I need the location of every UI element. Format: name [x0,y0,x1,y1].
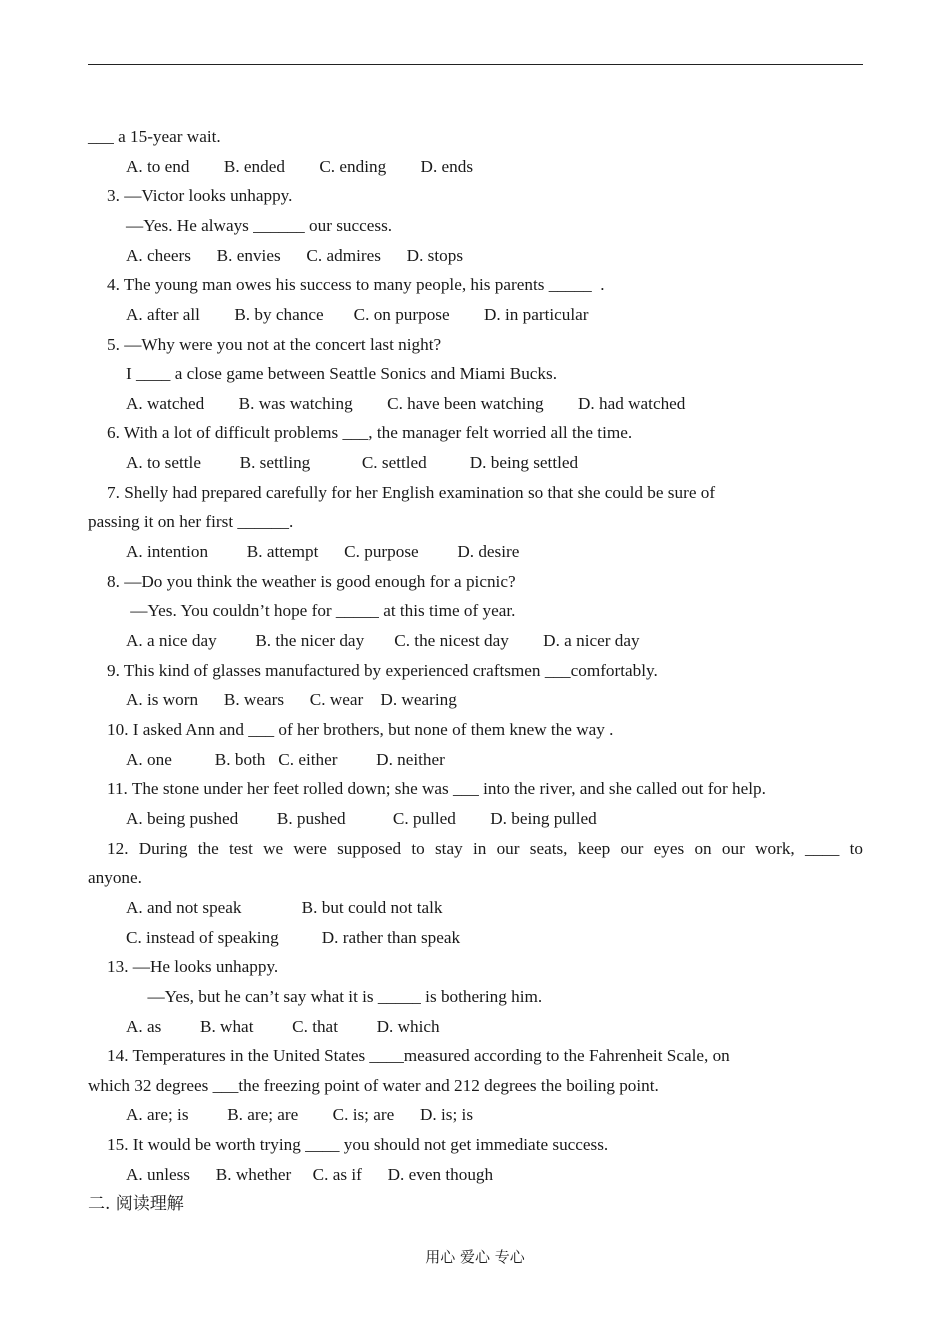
question-15-stem: 15. It would be worth trying ____ you should not get immediate success. [107,1135,609,1154]
question-8-options: A. a nice day B. the nicer day C. the nicest day D. a nicer day [126,631,640,650]
question-12-options-ab: A. and not speak B. but could not talk [126,898,443,917]
page-footer: 用心 爱心 专心 [425,1248,525,1266]
header-rule [88,64,863,65]
question-4-stem: 4. The young man owes his success to many people, his parents _____ . [107,275,605,294]
question-5-reply: I ____ a close game between Seattle Sonics and Miami Bucks. [126,364,558,383]
question-6-options: A. to settle B. settling C. settled D. being settled [126,453,579,472]
question-5-options: A. watched B. was watching C. have been watching D. had watched [126,394,686,413]
question-8-reply: —Yes. You couldn’t hope for _____ at this time of year. [126,601,516,620]
question-2-continuation: ___ a 15-year wait. [88,127,221,146]
question-13-options: A. as B. what C. that D. which [126,1017,440,1036]
question-13-reply: —Yes, but he can’t say what it is _____ is bothering him. [126,987,543,1006]
question-11-stem: 11. The stone under her feet rolled down; she was ___ into the river, and she called out for help. [107,779,766,798]
question-11-options: A. being pushed B. pushed C. pulled D. being pulled [126,809,597,828]
question-7-stem: 7. Shelly had prepared carefully for her English examination so that she could be sure of [107,483,716,502]
question-3-options: A. cheers B. envies C. admires D. stops [126,246,464,265]
question-6-stem: 6. With a lot of difficult problems ___, the manager felt worried all the time. [107,423,633,442]
section-heading-reading: 二. 阅读理解 [88,1194,184,1214]
question-13-stem: 13. —He looks unhappy. [107,957,279,976]
question-10-stem: 10. I asked Ann and ___ of her brothers, but none of them knew the way . [107,720,614,739]
question-9-stem: 9. This kind of glasses manufactured by experienced craftsmen ___comfortably. [107,661,658,680]
question-7-options: A. intention B. attempt C. purpose D. desire [126,542,520,561]
question-14-options: A. are; is B. are; are C. is; are D. is; is [126,1105,474,1124]
question-12-stem-continuation: anyone. [88,868,142,887]
question-7-stem-continuation: passing it on her first ______. [88,512,294,531]
question-3-reply: —Yes. He always ______ our success. [126,216,393,235]
question-12-stem: 12. During the test we were supposed to stay in our seats, keep our eyes on our work, ____ to [107,839,863,858]
question-10-options: A. one B. both C. either D. neither [126,750,445,769]
question-5-stem: 5. —Why were you not at the concert last night? [107,335,442,354]
question-4-options: A. after all B. by chance C. on purpose D. in particular [126,305,589,324]
question-14-stem-continuation: which 32 degrees ___the freezing point of water and 212 degrees the boiling point. [88,1076,659,1095]
question-14-stem: 14. Temperatures in the United States ____measured according to the Fahrenheit Scale, on [107,1046,730,1065]
question-8-stem: 8. —Do you think the weather is good enough for a picnic? [107,572,516,591]
question-12-options-cd: C. instead of speaking D. rather than speak [126,928,461,947]
question-9-options: A. is worn B. wears C. wear D. wearing [126,690,457,709]
question-15-options: A. unless B. whether C. as if D. even though [126,1165,494,1184]
question-2-options: A. to end B. ended C. ending D. ends [126,157,474,176]
question-3-stem: 3. —Victor looks unhappy. [107,186,293,205]
